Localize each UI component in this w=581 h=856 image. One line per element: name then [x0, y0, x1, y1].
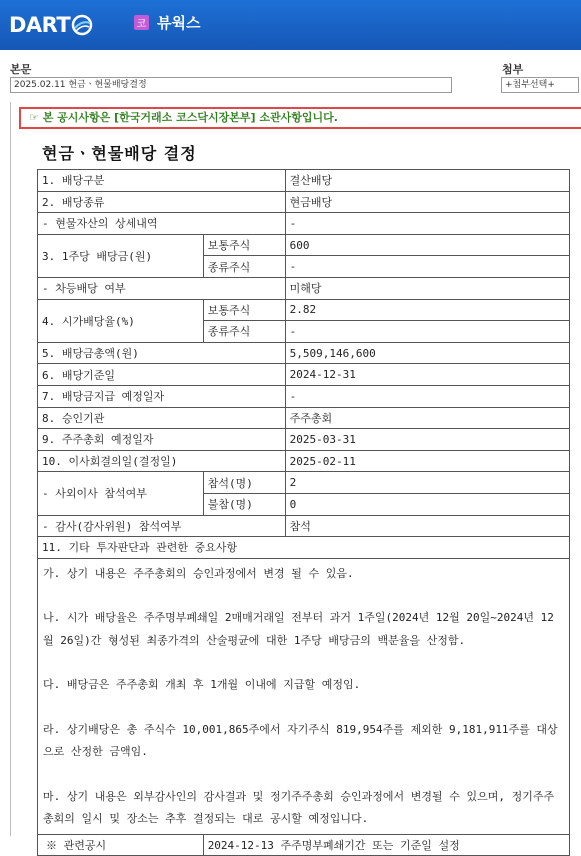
- app-header: [0, 0, 581, 50]
- row-value: 2.82: [285, 299, 569, 321]
- row-label: - 차등배당 여부: [38, 277, 286, 299]
- main-document-label: 본문: [10, 63, 32, 76]
- logo-text: DART: [9, 13, 71, 37]
- dart-logo[interactable]: [9, 10, 93, 40]
- row-value: 2025-03-31: [285, 429, 569, 451]
- row-label: 8. 승인기관: [38, 407, 286, 429]
- related-disclosure-link[interactable]: 2024-12-13 주주명부폐쇄기간 또는 기준일 설정: [203, 834, 569, 856]
- row-label: 3. 1주당 배당금(원): [38, 234, 204, 277]
- row-value: 2025-02-11: [285, 450, 569, 472]
- row-label: 2. 배당종류: [38, 191, 286, 213]
- note-paragraph: 나. 시가 배당율은 주주명부폐쇄일 2매매거래일 전부터 과거 1주일(2024년 12월 20일~2024년 12월 26일)간 형성된 최종가격의 산술평균에 대한 1주당 배당금의 백분율을 산정함.: [43, 611, 554, 647]
- main-document-select[interactable]: 2025.02.11 현금ㆍ현물배당결정: [10, 77, 452, 93]
- note-paragraph: 가. 상기 내용은 주주총회의 승인과정에서 변경 될 수 있음.: [43, 566, 354, 580]
- row-value: 5,509,146,600: [285, 342, 569, 364]
- row-label: 6. 배당기준일: [38, 364, 286, 386]
- note-paragraph: 마. 상기 내용은 외부감사인의 감사결과 및 정기주주총회 승인과정에서 변경될 수 있으며, 정기주주총회의 일시 및 장소는 추후 결정되는 대로 공시할 예정입니다.: [43, 789, 555, 826]
- table-row: [38, 450, 570, 472]
- jurisdiction-notice: ☞ 본 공시사항은 [한국거래소 코스닥시장본부] 소관사항입니다.: [19, 107, 581, 129]
- table-row: [38, 429, 570, 451]
- related-disclosure-label: ※ 관련공시: [38, 834, 204, 856]
- market-badge-icon: 코: [134, 15, 149, 30]
- notes-cell: [38, 558, 570, 834]
- row-label: 9. 주주총회 예정일자: [38, 429, 286, 451]
- row-value: 현금배당: [285, 191, 569, 213]
- table-row: [38, 385, 570, 407]
- document-selector-bar: [0, 50, 581, 101]
- row-label: 5. 배당금총액(원): [38, 342, 286, 364]
- row-label: - 감사(감사위원) 참석여부: [38, 515, 286, 537]
- row-value: 결산배당: [285, 170, 569, 192]
- table-row: [38, 515, 570, 537]
- row-value: -: [285, 321, 569, 343]
- table-row: [38, 472, 570, 494]
- table-row: [38, 170, 570, 192]
- logo-swirl-icon: [71, 14, 93, 36]
- row-sublabel: 참석(명): [203, 472, 285, 494]
- table-row: [38, 407, 570, 429]
- attachment-select[interactable]: +첨부선택+: [501, 77, 579, 93]
- row-value: 0: [285, 493, 569, 515]
- note-paragraph: 다. 배당금은 주주총회 개최 후 1개월 이내에 지급할 예정임.: [43, 678, 361, 692]
- row-sublabel: 종류주식: [203, 321, 285, 343]
- table-row: [38, 234, 570, 256]
- row-label: - 사외이사 참석여부: [38, 472, 204, 515]
- row-label: - 현물자산의 상세내역: [38, 213, 286, 235]
- table-row: [38, 364, 570, 386]
- row-sublabel: 보통주식: [203, 299, 285, 321]
- row-value: -: [285, 213, 569, 235]
- table-row: [38, 213, 570, 235]
- table-row: [38, 299, 570, 321]
- related-disclosure-row: [38, 834, 570, 856]
- document-title: 현금ㆍ현물배당 결정: [42, 144, 197, 163]
- row-label: 4. 시가배당율(%): [38, 299, 204, 342]
- row-sublabel: 종류주식: [203, 256, 285, 278]
- notes-row: [38, 558, 570, 834]
- row-label: 7. 배당금지급 예정일자: [38, 385, 286, 407]
- row-value: -: [285, 385, 569, 407]
- row-sublabel: 보통주식: [203, 234, 285, 256]
- row-label: 10. 이사회결의일(결정일): [38, 450, 286, 472]
- table-row: [38, 537, 570, 559]
- company-title: [134, 12, 200, 33]
- dividend-table: [37, 169, 570, 856]
- attachment-label: 첨부: [502, 63, 524, 76]
- table-row: [38, 342, 570, 364]
- row-value: 주주총회: [285, 407, 569, 429]
- row-value: 2: [285, 472, 569, 494]
- row-label: 1. 배당구분: [38, 170, 286, 192]
- row-value: 600: [285, 234, 569, 256]
- table-row: [38, 191, 570, 213]
- row-value: 2024-12-31: [285, 364, 569, 386]
- row-sublabel: 불참(명): [203, 493, 285, 515]
- company-name: 뷰웍스: [157, 14, 201, 32]
- row-label: 11. 기타 투자판단과 관련한 중요사항: [38, 537, 570, 559]
- row-value: 미해당: [285, 277, 569, 299]
- row-value: -: [285, 256, 569, 278]
- row-value: 참석: [285, 515, 569, 537]
- table-row: [38, 277, 570, 299]
- note-paragraph: 라. 상기배당은 총 주식수 10,001,865주에서 자기주식 819,954주를 제외한 9,181,911주를 대상으로 산정한 금액임.: [43, 722, 558, 759]
